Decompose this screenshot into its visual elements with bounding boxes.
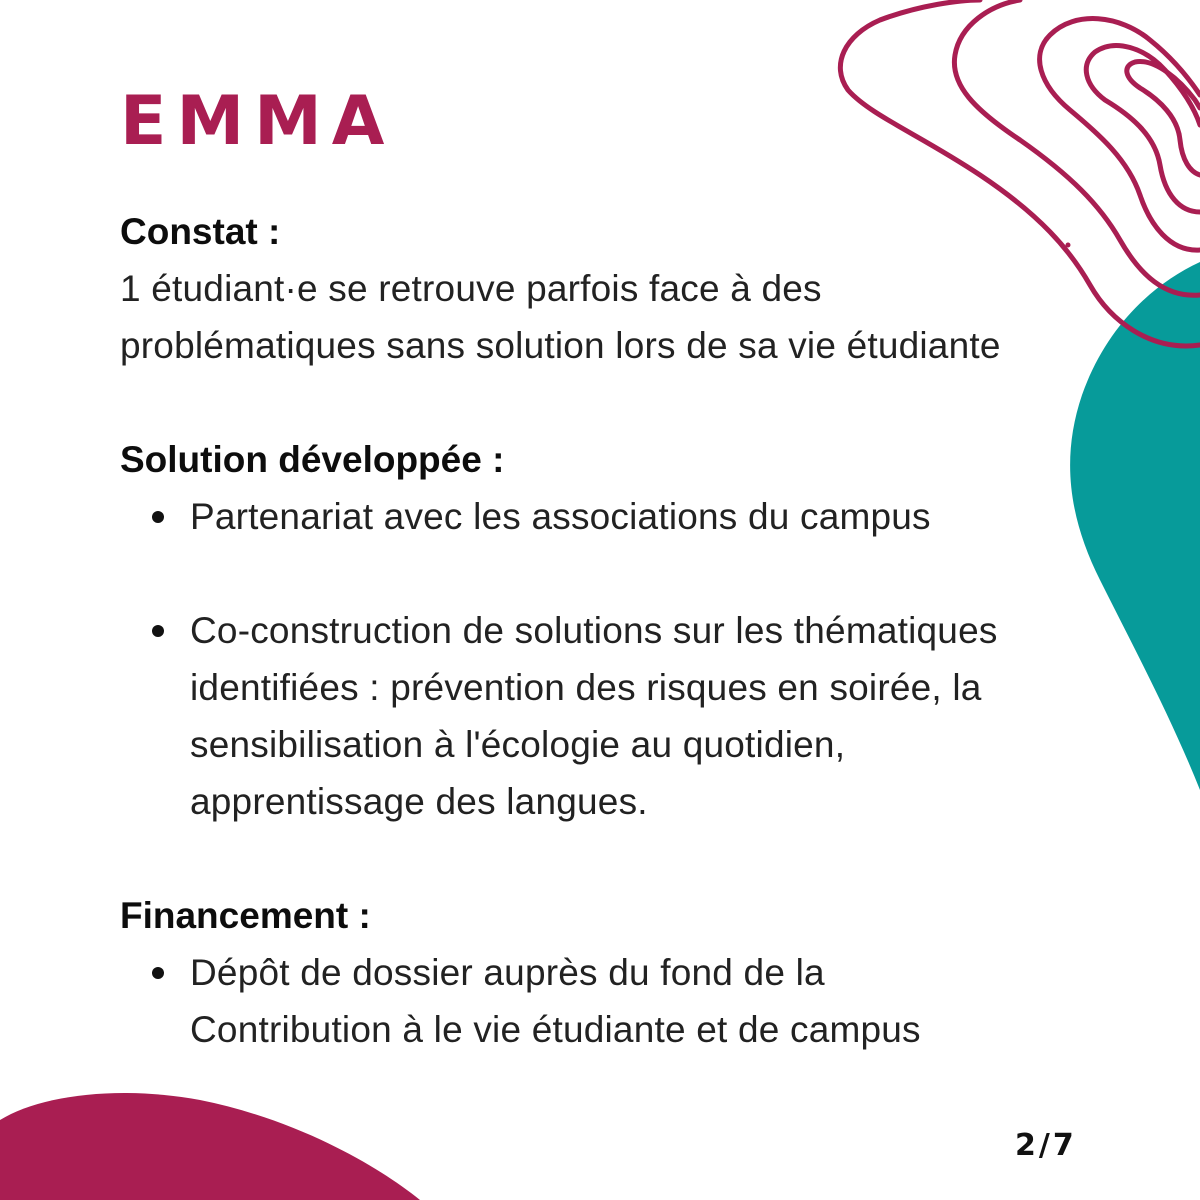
page-number: 2/7: [1015, 1128, 1077, 1163]
constat-line-1: 1 étudiant·e se retrouve parfois face à des: [120, 268, 822, 309]
solution-list: [120, 488, 1120, 830]
constat-line-2: problématiques sans solution lors de sa vie étudiante: [120, 325, 1001, 366]
list-item: [120, 488, 1120, 545]
spacer: [120, 830, 1120, 887]
bullet-dot-icon: [152, 967, 164, 979]
list-item-text: apprentissage des langues.: [190, 781, 648, 822]
bullet-dot-icon: [152, 511, 164, 523]
section-heading-financement: Financement :: [120, 895, 371, 936]
section-constat: [120, 203, 1120, 374]
list-item-text: Contribution à le vie étudiante et de campus: [190, 1009, 921, 1050]
section-heading-solution: Solution développée :: [120, 439, 505, 480]
financement-list: [120, 944, 1120, 1058]
section-solution: [120, 431, 1120, 830]
list-item-text: Co-construction de solutions sur les thématiques: [190, 610, 998, 651]
list-item-text: Dépôt de dossier auprès du fond de la: [190, 952, 825, 993]
section-heading-constat: Constat :: [120, 211, 281, 252]
spacer: [120, 374, 1120, 431]
list-item-text: identifiées : prévention des risques en soirée, la: [190, 667, 982, 708]
content-body: [120, 203, 1120, 1058]
section-financement: [120, 887, 1120, 1058]
list-item-text: Partenariat avec les associations du campus: [190, 496, 931, 537]
list-item: [120, 602, 1120, 830]
page-title: EMMA: [120, 82, 395, 161]
list-item-text: sensibilisation à l'écologie au quotidien,: [190, 724, 846, 765]
bullet-dot-icon: [152, 625, 164, 637]
list-item: [120, 944, 1120, 1058]
magenta-blob-shape: [0, 1093, 420, 1200]
